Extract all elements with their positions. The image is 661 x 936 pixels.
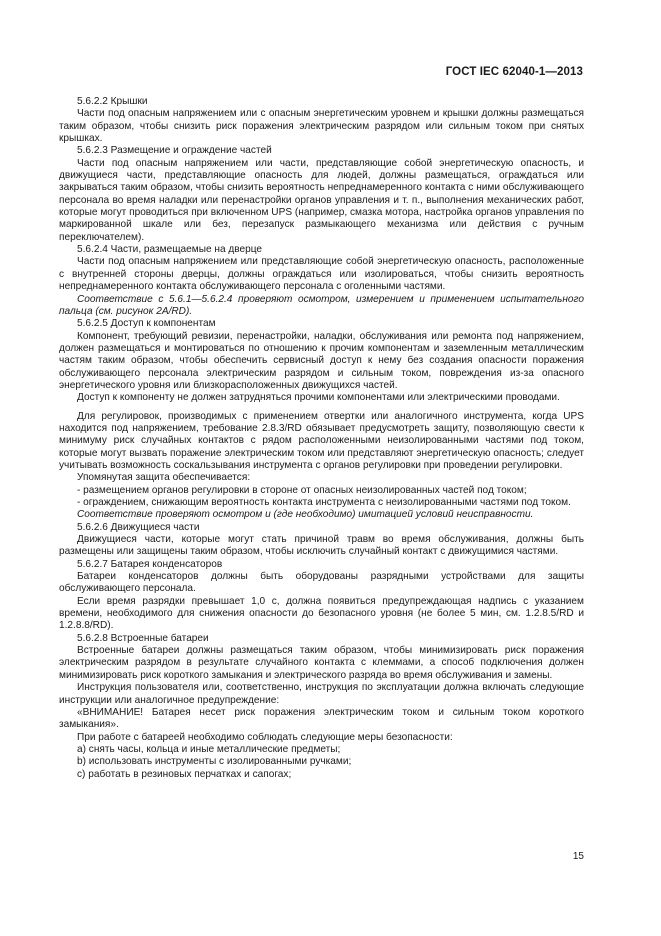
clause-heading-5-6-2-7: 5.6.2.7 Батарея конденсаторов bbox=[77, 558, 223, 570]
list-item-b: b) использовать инструменты с изолированными ручками; bbox=[77, 756, 352, 768]
paragraph: Части под опасным напряжением или представляющие собой энергетическую опасность, расположенные с внутренней стороны дверцы, должны ограждаться или изолироваться, чтобы снизить вероятность непреднамеренного контакта обслуживающего персонала с оголенными частями. bbox=[59, 256, 584, 293]
paragraph: Инструкция пользователя или, соответственно, инструкция по эксплуатации должна включать следующие инструкции или аналогичное предупреждение: bbox=[59, 682, 584, 706]
compliance-note: Соответствие с 5.6.1—5.6.2.4 проверяют осмотром, измерением и применением испытательного пальца (см. рисунок 2A/RD). bbox=[59, 293, 584, 317]
paragraph: Если время разрядки превышает 1,0 с, должна появиться предупреждающая надпись с указанием времени, необходимого для снижения опасности до безопасного уровня (не более 5 мин, см. 1.2.8.5/RD и 1.2.8.8/RD). bbox=[59, 595, 584, 632]
paragraph: Доступ к компоненту не должен затрудняться прочими компонентами или электрическими проводами. bbox=[77, 392, 560, 404]
page-number: 15 bbox=[572, 851, 584, 862]
paragraph: При работе с батареей необходимо соблюдать следующие меры безопасности: bbox=[77, 731, 453, 743]
paragraph: Батареи конденсаторов должны быть оборудованы разрядными устройствами для защиты обслуживающего персонала. bbox=[59, 571, 584, 595]
clause-heading-5-6-2-3: 5.6.2.3 Размещение и ограждение частей bbox=[77, 145, 272, 157]
warning-text: «ВНИМАНИЕ! Батарея несет риск поражения электрическим током и сильным током короткого замыкания». bbox=[59, 706, 584, 731]
compliance-note: Соответствие проверяют осмотром и (где необходимо) имитацией условий неисправности. bbox=[77, 509, 534, 521]
list-item: - размещением органов регулировки в стороне от опасных неизолированных частей под током; bbox=[77, 484, 527, 496]
page-content bbox=[59, 96, 584, 781]
clause-heading-5-6-2-2: 5.6.2.2 Крышки bbox=[77, 96, 148, 107]
list-item-a: a) снять часы, кольца и иные металлические предметы; bbox=[77, 743, 341, 755]
paragraph: Встроенные батареи должны размещаться таким образом, чтобы минимизировать риск поражения электрическим разрядом в результате случайного контакта с клеммами, а способ подключения должен минимизировать риск короткого замыкания и электрического разряда во время обслуживания и замены. bbox=[59, 645, 584, 681]
clause-heading-5-6-2-4: 5.6.2.4 Части, размещаемые на дверце bbox=[77, 244, 263, 256]
paragraph: Упомянутая защита обеспечивается: bbox=[77, 472, 251, 484]
standard-designation: ГОСТ IEC 62040-1—2013 bbox=[445, 66, 583, 78]
paragraph: Части под опасным напряжением или части, представляющие собой энергетическую опасность, и движущиеся части, представляющие опасность для людей, должны размещаться, ограждаться или закрываться таким образом, чтобы снизить вероятность непреднамеренного контакта с ними обслуживающего персонала во время наладки или перенастройки органов управления и т. п., выполнения механических работ, которые могут проводиться при включенном UPS (например, смазка мотора, настройка органов управления по маркированной шкале или без, перезапуск размыкающего механизма или действия с ручным переключателем). bbox=[59, 157, 584, 243]
paragraph: Части под опасным напряжением или с опасным энергетическим уровнем и крышки должны размещаться таким образом, чтобы снизить риск поражения электрическим разрядом или сильным током при снятых крышках. bbox=[59, 108, 584, 145]
clause-heading-5-6-2-5: 5.6.2.5 Доступ к компонентам bbox=[77, 318, 216, 330]
paragraph: Компонент, требующий ревизии, перенастройки, наладки, обслуживания или ремонта под напряжением, должен размещаться и монтироваться по отношению к прочим компонентам и заземленным металлическим частям таким образом, чтобы обеспечить сервисный доступ к нему без создания опасности поражения обслуживающего персонала электрическим разрядом и сильным током, повреждения из-за опасного энергетического уровня или близкорасположенных движущихся частей. bbox=[59, 330, 584, 391]
paragraph: Для регулировок, производимых с применением отвертки или аналогичного инструмента, когда UPS находится под напряжением, требование 2.8.3/RD обязывает предусмотреть защиту, позволяющую свести к минимуму риск случайных контактов с рядом расположенными неизолированными частями под током, которые могут вызвать поражение электрическим током или представляют энергетическую опасность; следует учитывать возможность соскальзывания инструмента с органов регулировки при проведении регулировки. bbox=[59, 410, 584, 471]
list-item-c: c) работать в резиновых перчатках и сапогах; bbox=[77, 768, 292, 780]
list-item: - ограждением, снижающим вероятность контакта инструмента с неизолированными частями под током. bbox=[77, 497, 571, 508]
clause-heading-5-6-2-8: 5.6.2.8 Встроенные батареи bbox=[77, 632, 209, 644]
clause-heading-5-6-2-6: 5.6.2.6 Движущиеся части bbox=[77, 521, 200, 533]
paragraph: Движущиеся части, которые могут стать причиной травм во время обслуживания, должны быть размещены или защищены таким образом, чтобы исключить случайный контакт с движущимися частями. bbox=[59, 534, 584, 558]
